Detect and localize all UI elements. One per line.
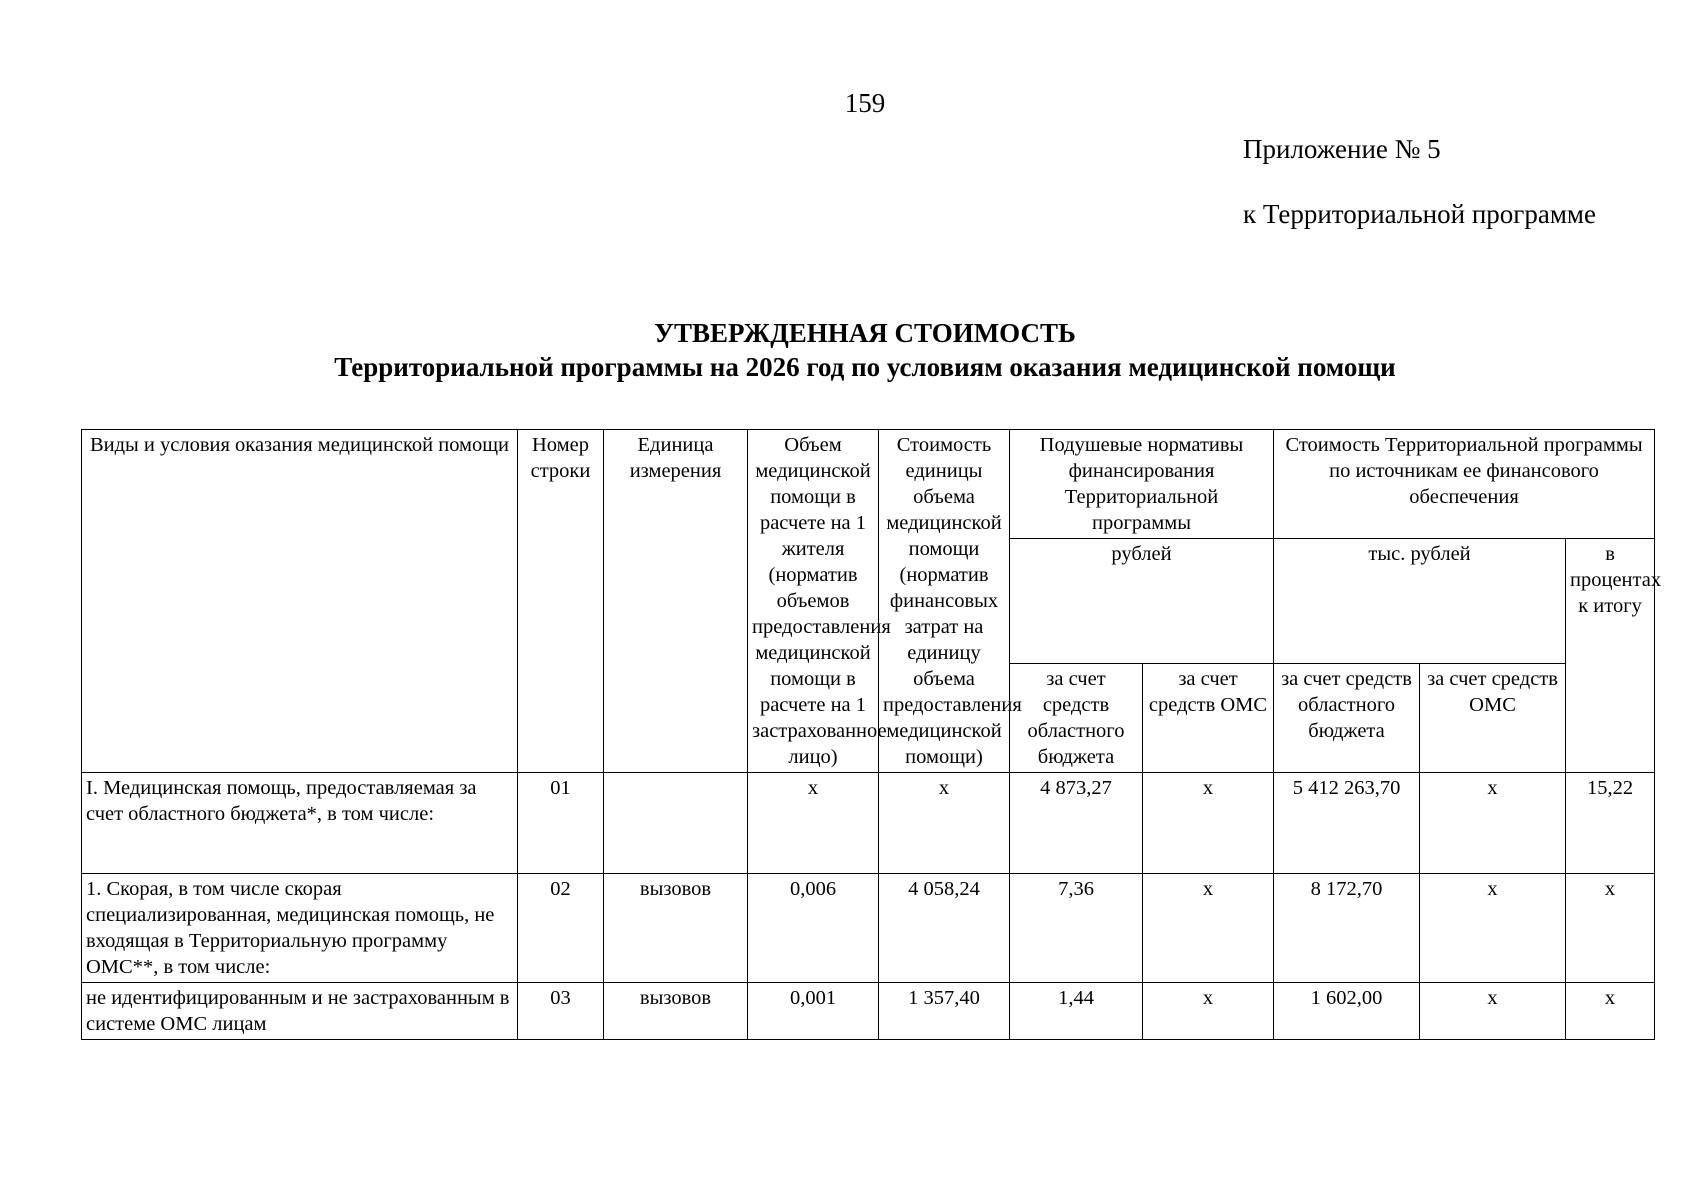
header-unit: Единица измерения [604,430,748,773]
header-row [82,430,1655,539]
cost-table [81,429,1662,1040]
row-percent: х [1566,874,1655,983]
header-unit-cost: Стоимость единицы объема медицинской помощи (норматив финансовых затрат на единицу объема предоставления медицинской помощи) [879,430,1010,773]
header-cost-oms: за счет средств ОМС [1420,664,1566,773]
row-pc-oms: х [1143,773,1274,874]
row-cost-budget: 1 602,00 [1274,983,1420,1040]
row-number: 02 [518,874,604,983]
row-cost-budget: 8 172,70 [1274,874,1420,983]
row-pc-budget: 1,44 [1010,983,1143,1040]
header-row-number: Номер строки [518,430,604,773]
header-thousand-rubles: тыс. рублей [1274,539,1566,664]
appendix-reference: к Территориальной программе [1243,199,1596,229]
row-pc-oms: х [1143,983,1274,1040]
row-unit: вызовов [604,983,748,1040]
row-number: 03 [518,983,604,1040]
header-types: Виды и условия оказания медицинской помощи [82,430,518,773]
header-pc-oms: за счет средств ОМС [1143,664,1274,773]
row-unit-cost: х [879,773,1010,874]
row-cost-oms: х [1420,983,1566,1040]
row-cost-oms: х [1420,874,1566,983]
row-cost-oms: х [1420,773,1566,874]
header-percent: в процентах к итогу [1566,539,1655,773]
header-pc-budget: за счет средств областного бюджета [1010,664,1143,773]
header-cost-budget: за счет средств областного бюджета [1274,664,1420,773]
row-unit [604,773,748,874]
header-per-capita: Подушевые нормативы финансирования Территориальной программы [1010,430,1274,539]
row-name: не идентифицированным и не застрахованным в системе ОМС лицам [82,983,518,1040]
row-unit-cost: 4 058,24 [879,874,1010,983]
row-volume: 0,006 [748,874,879,983]
row-percent: х [1566,983,1655,1040]
row-pc-oms: х [1143,874,1274,983]
document-title: УТВЕРЖДЕННАЯ СТОИМОСТЬ [654,318,1076,348]
document-subtitle: Территориальной программы на 2026 год по условиям оказания медицинской помощи [334,352,1396,382]
appendix-number: Приложение № 5 [1243,134,1441,164]
row-pc-budget: 7,36 [1010,874,1143,983]
header-volume: Объем медицинской помощи в расчете на 1 жителя (норматив объемов предоставления медицинской помощи в расчете на 1 застрахованное лицо) [748,430,879,773]
table-row [82,874,1655,983]
row-name: 1. Скорая, в том числе скорая специализированная, медицинская помощь, не входящая в Территориальную программу ОМС**, в том числе: [82,874,518,983]
page-number: 159 [844,88,886,118]
row-unit-cost: 1 357,40 [879,983,1010,1040]
row-percent: 15,22 [1566,773,1655,874]
row-unit: вызовов [604,874,748,983]
table-row [82,983,1655,1040]
row-volume: 0,001 [748,983,879,1040]
row-number: 01 [518,773,604,874]
row-pc-budget: 4 873,27 [1010,773,1143,874]
row-cost-budget: 5 412 263,70 [1274,773,1420,874]
header-program-cost: Стоимость Территориальной программы по источникам ее финансового обеспечения [1274,430,1655,539]
row-name: I. Медицинская помощь, предоставляемая за счет областного бюджета*, в том числе: [82,773,518,874]
table-row [82,773,1655,874]
row-volume: х [748,773,879,874]
header-rubles: рублей [1010,539,1274,664]
